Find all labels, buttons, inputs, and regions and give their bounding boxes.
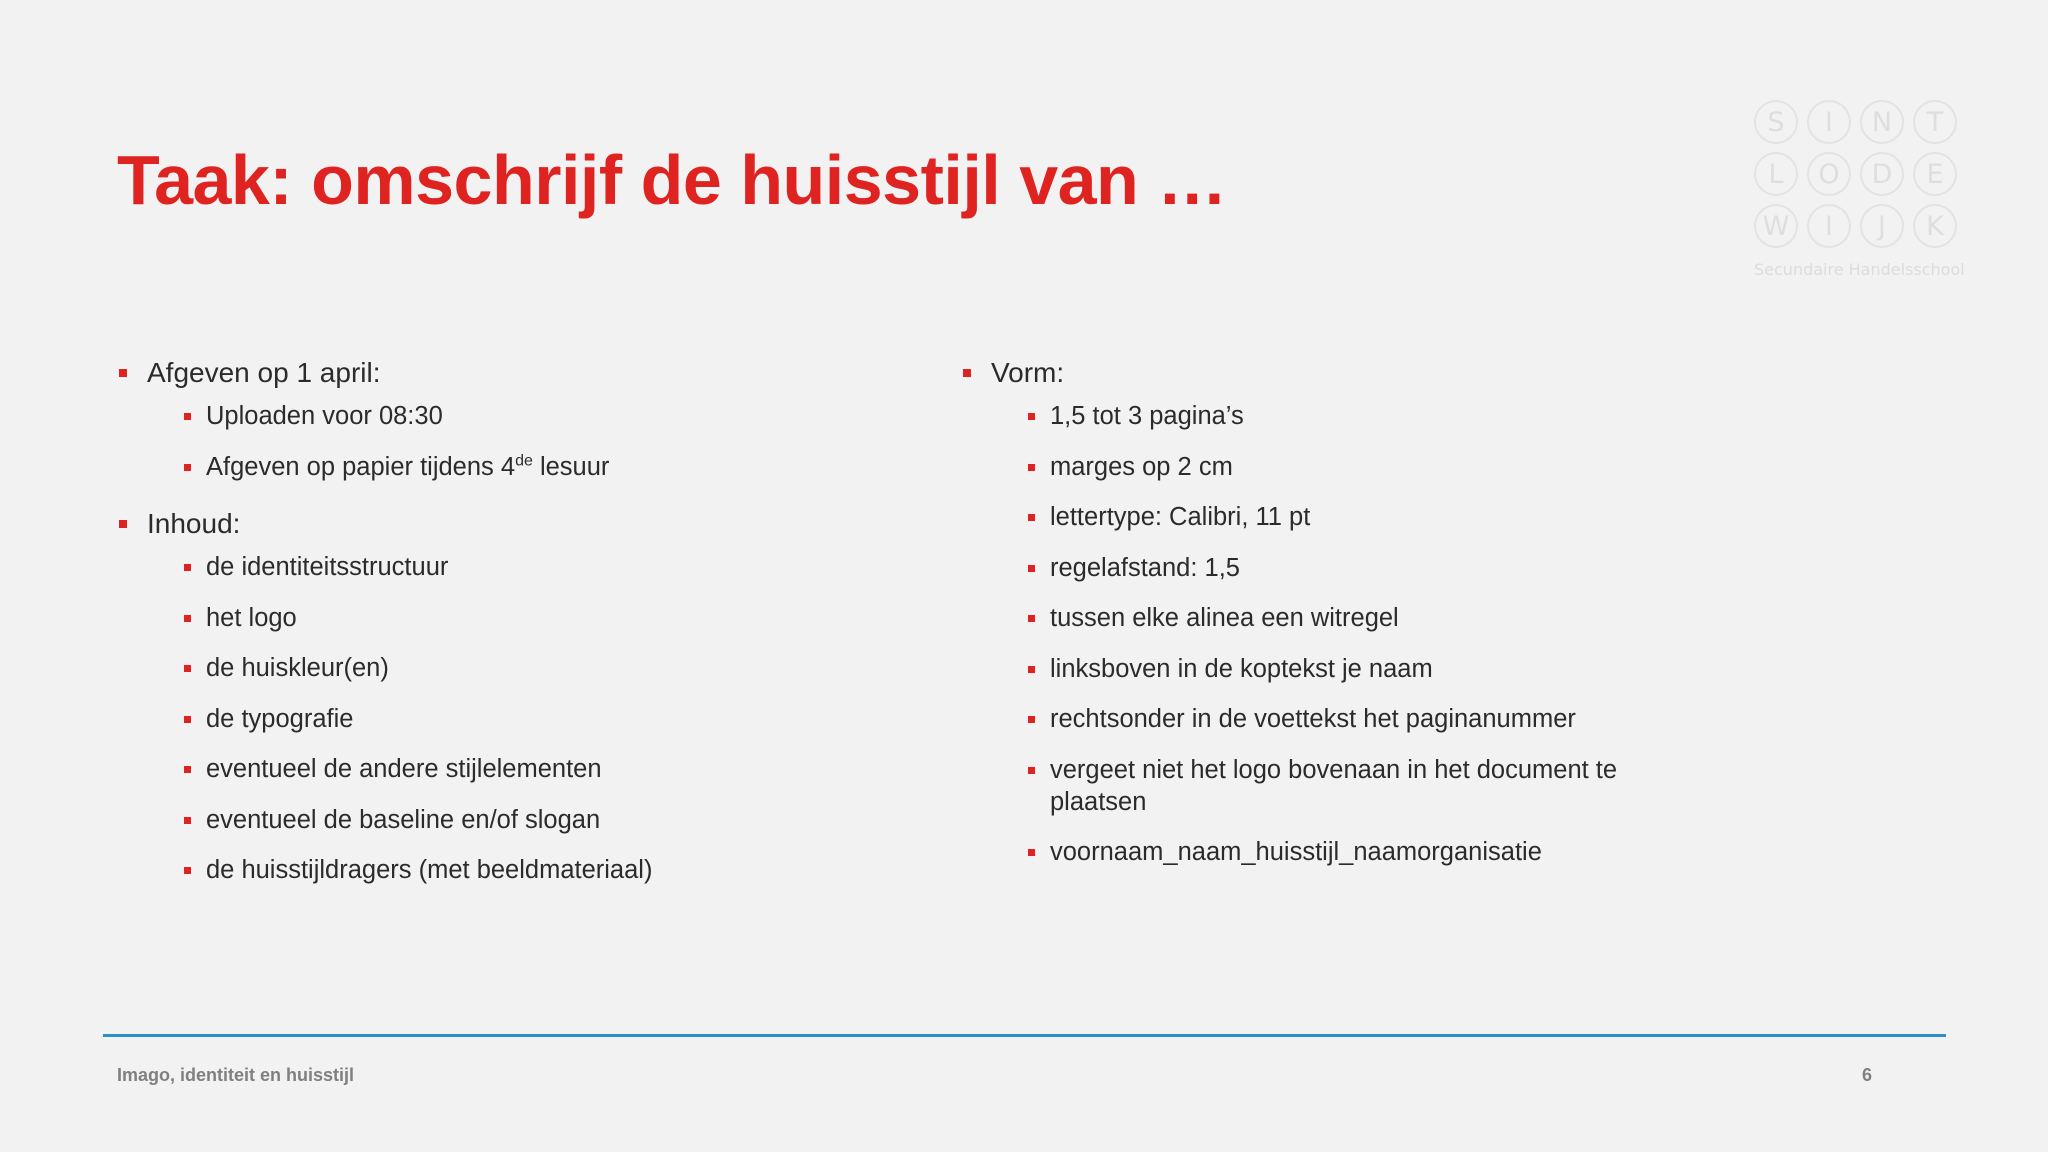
sub-bullet-text: linksboven in de koptekst je naam — [1050, 654, 1433, 683]
logo-letter-circle: K — [1913, 204, 1957, 248]
logo-letter-circle: I — [1807, 204, 1851, 248]
logo-letter-circle: L — [1754, 152, 1798, 196]
sub-bullet-text: vergeet niet het logo bovenaan in het document te plaatsen — [1050, 755, 1618, 816]
sub-bullet-item — [991, 400, 1681, 432]
sub-bullet-text: de typografie — [206, 704, 354, 733]
bullet-square-icon — [119, 520, 127, 528]
sub-bullet-item — [147, 602, 937, 634]
right-column — [961, 350, 1681, 887]
logo-letter-circle: N — [1860, 100, 1904, 144]
bullet-square-icon — [184, 413, 191, 420]
bullet-square-icon — [1028, 615, 1035, 622]
logo-letter-circle: O — [1807, 152, 1851, 196]
sub-bullet-text: 1,5 tot 3 pagina’s — [1050, 402, 1244, 430]
bullet-square-icon — [1028, 716, 1035, 723]
logo-letter-grid — [1754, 100, 1964, 250]
bullet-square-icon — [1028, 767, 1035, 774]
sub-bullet-text: lettertype: Calibri, 11 pt — [1050, 503, 1311, 531]
sub-bullet-item — [991, 653, 1681, 685]
bullet-label: Inhoud: — [147, 508, 241, 539]
bullet-square-icon — [184, 867, 191, 874]
bullet-square-icon — [1028, 514, 1035, 521]
sub-bullet-text: eventueel de baseline en/of slogan — [206, 805, 601, 834]
bullet-item — [117, 350, 937, 483]
bullet-square-icon — [184, 766, 191, 773]
sub-bullet-item — [991, 602, 1681, 634]
sub-bullet-item — [147, 451, 937, 483]
bullet-square-icon — [184, 464, 191, 471]
bullet-label: Vorm: — [991, 357, 1065, 388]
sub-bullet-item — [147, 804, 937, 836]
footer-title: Imago, identiteit en huisstijl — [117, 1065, 355, 1085]
logo-letter-circle: J — [1860, 204, 1904, 248]
right-bullet-list — [961, 350, 1681, 868]
sub-bullet-item — [991, 552, 1681, 584]
sub-bullet-item — [147, 703, 937, 735]
bullet-square-icon — [184, 665, 191, 672]
bullet-label: Afgeven op 1 april: — [147, 357, 381, 388]
sub-bullet-text: tussen elke alinea een witregel — [1050, 604, 1399, 632]
sub-bullet-item — [147, 652, 937, 684]
logo-tagline: Secundaire Handelsschool — [1754, 260, 1965, 279]
sub-bullet-text: eventueel de andere stijlelementen — [206, 755, 602, 783]
logo-letter-circle: T — [1913, 100, 1957, 144]
superscript: de — [515, 452, 533, 469]
sub-bullet-text: marges op 2 cm — [1050, 452, 1233, 481]
sub-bullet-item — [147, 400, 937, 432]
left-bullet-list — [117, 350, 937, 886]
sub-bullet-item — [147, 753, 937, 785]
sub-bullet-item — [991, 451, 1681, 483]
bullet-square-icon — [184, 564, 191, 571]
bullet-item — [117, 501, 937, 886]
sub-bullet-text-after: lesuur — [532, 452, 610, 481]
sub-bullet-text: Uploaden voor 08:30 — [206, 402, 443, 430]
bullet-square-icon — [184, 817, 191, 824]
bullet-square-icon — [1028, 464, 1035, 471]
slide-number: 6 — [1862, 1065, 1873, 1085]
sub-bullet-item — [991, 501, 1681, 533]
logo-letter-circle: I — [1807, 100, 1851, 144]
sub-bullet-item — [991, 754, 1681, 818]
bullet-square-icon — [184, 716, 191, 723]
sub-bullet-text: de huiskleur(en) — [206, 654, 389, 682]
sub-bullet-text: Afgeven op papier tijdens 4 — [206, 452, 516, 481]
sub-bullet-list — [991, 400, 1681, 868]
sub-bullet-item — [147, 854, 937, 886]
bullet-square-icon — [963, 369, 971, 377]
sub-bullet-item — [147, 551, 937, 583]
bullet-square-icon — [184, 615, 191, 622]
bullet-item — [961, 350, 1681, 868]
logo-letter-circle: D — [1860, 152, 1904, 196]
left-column — [117, 350, 937, 905]
bullet-square-icon — [119, 369, 127, 377]
footer-divider — [103, 1034, 1946, 1037]
sub-bullet-text: de huisstijldragers (met beeldmateriaal) — [206, 856, 653, 884]
bullet-square-icon — [1028, 666, 1035, 673]
sint-lodewijk-logo — [1754, 100, 1964, 279]
sub-bullet-item — [991, 703, 1681, 735]
sub-bullet-item — [991, 836, 1681, 868]
sub-bullet-list — [147, 400, 937, 483]
logo-letter-circle: W — [1754, 204, 1798, 248]
sub-bullet-text: de identiteitsstructuur — [206, 553, 449, 581]
bullet-square-icon — [1028, 849, 1035, 856]
slide-title: Taak: omschrijf de huisstijl van … — [117, 141, 1227, 219]
sub-bullet-list — [147, 551, 937, 886]
sub-bullet-text: regelafstand: 1,5 — [1050, 553, 1240, 582]
sub-bullet-text: voornaam_naam_huisstijl_naamorganisatie — [1050, 838, 1542, 866]
bullet-square-icon — [1028, 565, 1035, 572]
logo-letter-circle: S — [1754, 100, 1798, 144]
sub-bullet-text: het logo — [206, 603, 297, 632]
bullet-square-icon — [1028, 413, 1035, 420]
sub-bullet-text: rechtsonder in de voettekst het paginanummer — [1050, 705, 1576, 733]
logo-letter-circle: E — [1913, 152, 1957, 196]
